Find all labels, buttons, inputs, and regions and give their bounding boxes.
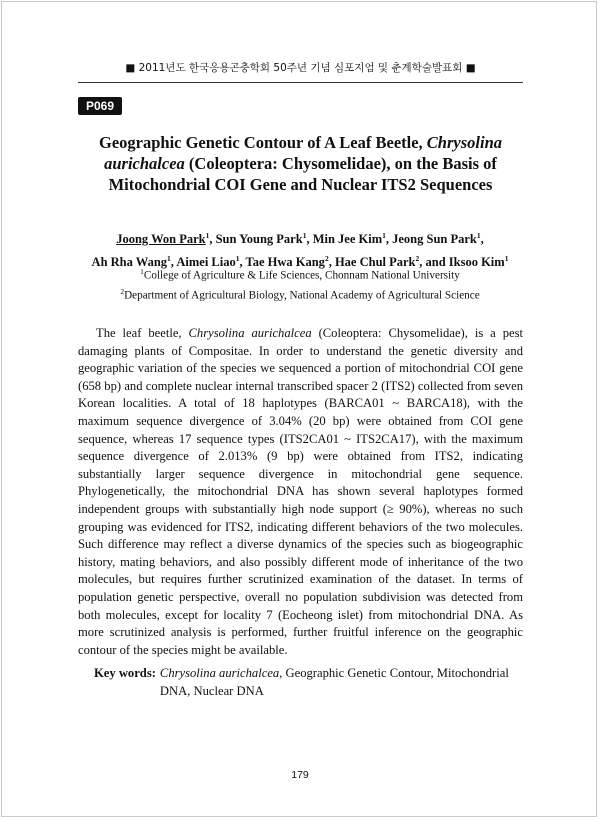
poster-id-badge: P069 bbox=[78, 97, 122, 115]
author-1: Joong Won Park$^1$ bbox=[116, 231, 210, 247]
author-8: Hae Chul Park$^2$ bbox=[334, 254, 420, 270]
keywords bbox=[94, 665, 524, 700]
author-list: Joong Won Park$^1$, Sun Young Park$^1$, Min Jee Kim$^1$, Jeong Sun Park$^1$, Ah Rha Wang$^1$, Aimei Liao$^1$, Tae Hwa Kang$^2$, Hae Chul Park$^2$, and Iksoo Kim$^1$ bbox=[91, 231, 509, 270]
title-species: aurichalcea bbox=[104, 154, 185, 173]
author-4: Jeong Sun Park$^1$ bbox=[392, 231, 481, 247]
page-number: 179 bbox=[291, 769, 309, 781]
paper-title bbox=[78, 132, 523, 195]
keywords-text: Chrysolina aurichalcea, Geographic Genetic Contour, Mitochondrial DNA, Nuclear DNA bbox=[159, 666, 509, 698]
keywords-label: Key words: bbox=[94, 666, 156, 680]
running-header bbox=[78, 60, 523, 83]
affiliation-2: $^2$Department of Agricultural Biology, National Academy of Agricultural Science bbox=[120, 286, 480, 302]
title-genus: Chrysolina bbox=[426, 133, 502, 152]
author-3: Min Jee Kim$^1$ bbox=[312, 231, 386, 247]
abstract-body: (Coleoptera: Chysomelidae), is a pest damaging plants of Compositae. In order to understand the genetic diversity and geographic variation of the species we sequenced a portion of mitochondrial COI gene (658 bp) and complete nuclear internal transcribed spacer 2 (ITS2) collected from seven Korean localities. A total of 18 haplotypes (BARCA01 ~ BARCA18), with the maximum sequence divergence of 3.04% (20 bp) were obtained from COI gene sequence, whereas 17 sequence types (ITS2CA01 ~ ITS2CA17), with the maximum sequence divergence of 2.013% (9 bp) were obtained from ITS2, indicating substantially larger sequence divergence in mitochondrial gene sequence. Phylogenetically, the mitochondrial DNA has shown several haplotypes formed independent groups with substantially high node support (≥ 90%), whereas no such grouping was evidenced for ITS2, indicating different behaviors of the two molecules. Such difference may reflect a diverse dynamics of the species such as biogeographic history, mating behaviors, and also possibly different mode of inheritance of the two molecules, but requires further scrutinized examination of the dataset. In terms of population genetic perspective, overall no population subdivision was detected from both molecules, except for locality 7 (Eocheong islet) from mitochondrial DNA. As more scrutinized analysis is performed, further fruitful inference on the geographic contour of the species might be available. bbox=[78, 326, 524, 657]
author-6: Aimei Liao$^1$ bbox=[176, 254, 240, 270]
author-7: Tae Hwa Kang$^2$ bbox=[245, 254, 329, 270]
abstract-paragraph: The leaf beetle, Chrysolina aurichalcea (Coleoptera: Chysomelidae), is a pest damaging plants of Compositae. In order to understand the genetic diversity and geographic variation of the species we sequenced a portion of mitochondrial COI gene (658 bp) and complete nuclear internal transcribed spacer 2 (ITS2) collected from seven Korean localities. A total of 18 haplotypes (BARCA01 ~ BARCA18), with the maximum sequence divergence of 3.04% (20 bp) were obtained from COI gene sequence, whereas 17 sequence types (ITS2CA01 ~ ITS2CA17), with the maximum sequence divergence of 2.013% (9 bp) were obtained from ITS2, indicating substantially larger sequence divergence in mitochondrial gene sequence. Phylogenetically, the mitochondrial DNA has shown several haplotypes formed independent groups with substantially high node support (≥ 90%), whereas no such grouping was evidenced for ITS2, indicating different behaviors of the two molecules. Such difference may reflect a diverse dynamics of the species such as biogeographic history, mating behaviors, and also possibly different mode of inheritance of the two molecules, but requires further scrutinized examination of the dataset. In terms of population genetic perspective, overall no population subdivision was detected from both molecules, except for locality 7 (Eocheong islet) from mitochondrial DNA. As more scrutinized analysis is performed, further fruitful inference on the geographic contour of the species might be available. bbox=[78, 326, 524, 657]
header-bullet-left: ■ bbox=[125, 62, 136, 74]
author-9: Iksoo Kim$^1$ bbox=[448, 254, 509, 270]
header-bullet-right: ■ bbox=[465, 62, 476, 74]
author-2: Sun Young Park$^1$ bbox=[215, 231, 307, 247]
author-5: Ah Rha Wang$^1$ bbox=[91, 254, 171, 270]
affiliation-1: $^1$College of Agriculture & Life Sciences, Chonnam National University bbox=[140, 267, 460, 282]
title-line3-text: Mitochondrial COI Gene and Nuclear ITS2 Sequences bbox=[108, 175, 493, 194]
affiliations bbox=[70, 264, 530, 303]
abstract-species: Chrysolina aurichalcea bbox=[188, 326, 312, 340]
title-line2-text: (Coleoptera: Chysomelidae), on the Basis of bbox=[184, 154, 497, 173]
header-text: 2011년도 한국응용곤충학회 50주년 기념 심포지엄 및 춘계학술발표회 bbox=[138, 62, 463, 74]
title-line1-text: Geographic Genetic Contour of A Leaf Beetle, bbox=[98, 133, 427, 152]
